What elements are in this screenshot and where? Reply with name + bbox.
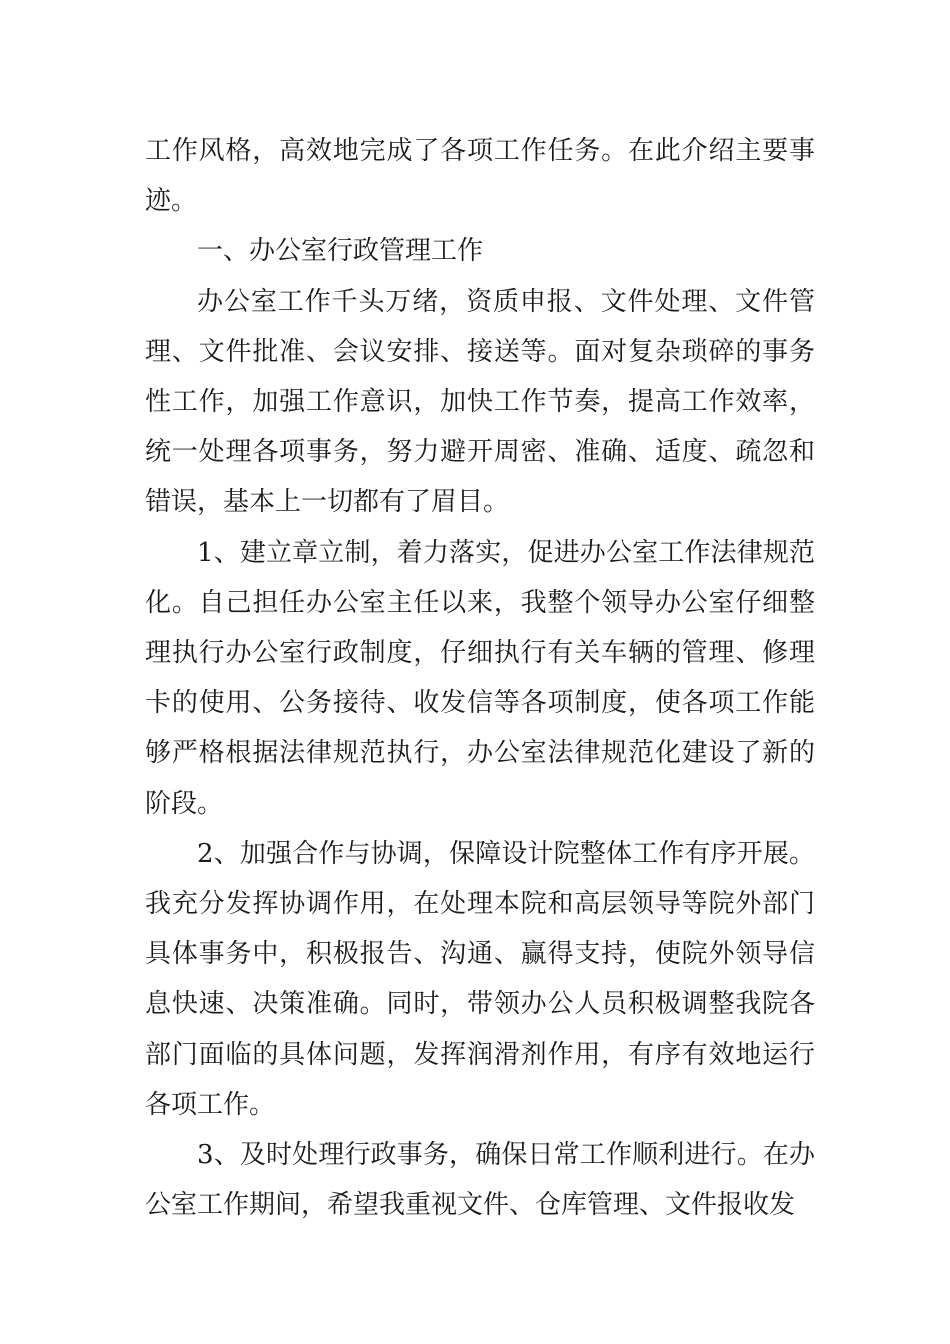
document-body xyxy=(145,126,815,1230)
paragraph-office-work: 办公室工作千头万绪，资质申报、文件处理、文件管理、文件批准、会议安排、接送等。面对复杂琐碎的事务性工作，加强工作意识，加快工作节奏，提高工作效率，统一处理各项事务，努力避开周密、准确、适度、疏忽和错误，基本上一切都有了眉目。 xyxy=(145,286,815,518)
paragraph-item-3: 3、及时处理行政事务，确保日常工作顺利进行。在办公室工作期间，希望我重视文件、仓库管理、文件报收发 xyxy=(145,1140,815,1221)
paragraph-intro-continuation: 工作风格，高效地完成了各项工作任务。在此介绍主要事迹。 xyxy=(145,136,815,217)
paragraph-item-2: 2、加强合作与协调，保障设计院整体工作有序开展。我充分发挥协调作用，在处理本院和高层领导等院外部门具体事务中，积极报告、沟通、赢得支持，使院外领导信息快速、决策准确。同时，带领办公人员积极调整我院各部门面临的具体问题，发挥润滑剂作用，有序有效地运行各项工作。 xyxy=(145,838,815,1120)
section-heading-admin-work: 一、办公室行政管理工作 xyxy=(197,236,484,267)
paragraph-item-1: 1、建立章立制，着力落实，促进办公室工作法律规范化。自己担任办公室主任以来，我整个领导办公室仔细整理执行办公室行政制度，仔细执行有关车辆的管理、修理卡的使用、公务接待、收发信等各项制度，使各项工作能够严格根据法律规范执行，办公室法律规范化建设了新的阶段。 xyxy=(145,537,815,819)
